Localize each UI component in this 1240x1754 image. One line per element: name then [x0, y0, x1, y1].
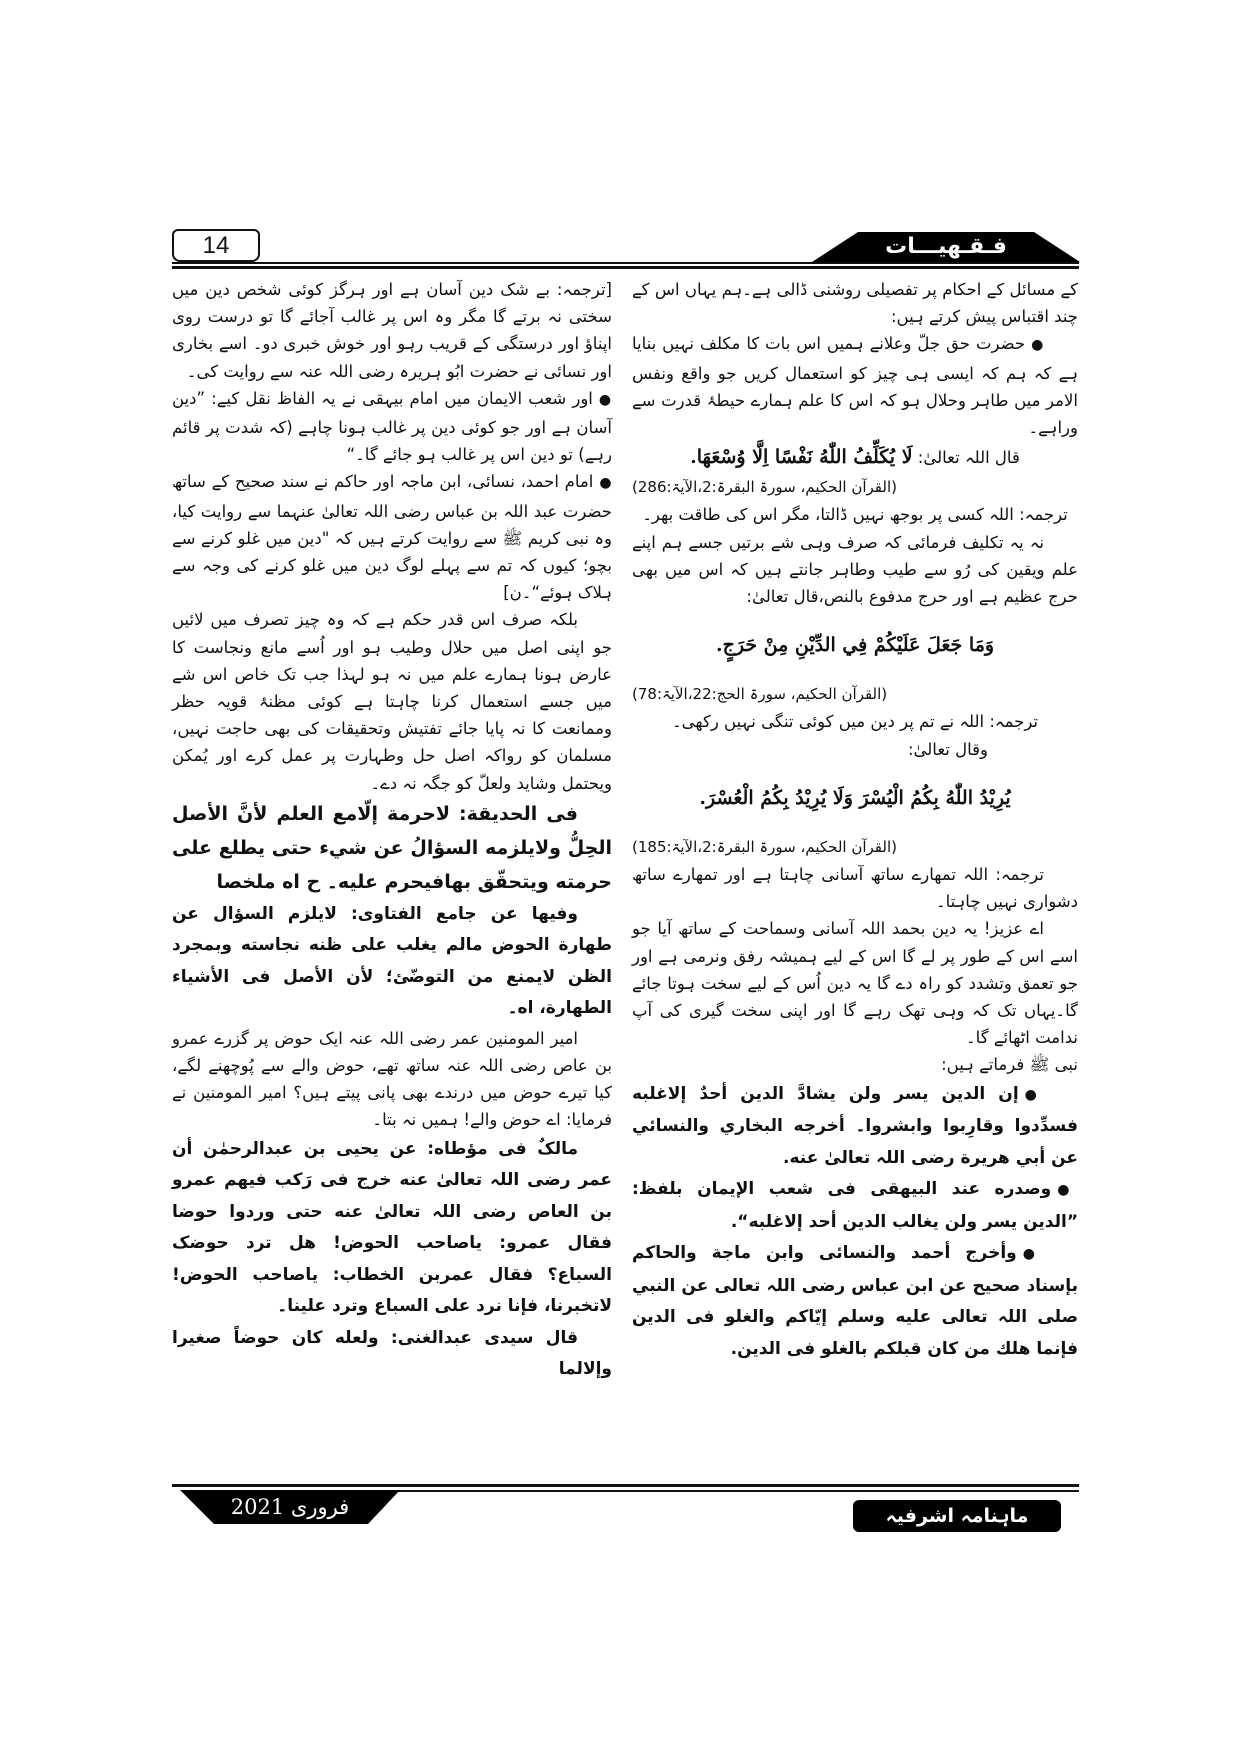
section-title: فـقـهيـــات [885, 234, 1007, 259]
paragraph-imam-ahmad: ● امام احمد، نسائی، ابن ماجہ اور حاکم نے سند صحیح کے ساتھ حضرت عبد اللہ بن عباس رضی اللہ تعالیٰ عنہما سے روایت کیا، وہ نبی کریم ﷺ سے روایت کرتے ہیں کہ "دین میں غلو کرنے سے بچو؛ کیوں کہ تم سے پہلے لوگ دین میں غلو کرنے کی وجہ سے ہلاک ہوئے“۔ن] [172, 468, 612, 606]
paragraph-amir-ul-muminin: امیر المومنین عمر رضی اللہ عنہ ایک حوض پر گزرے عمرو بن عاص رضی اللہ عنہ ساتھ تھے، حوض والے سے پُوچھنے لگے، کیا تیرے حوض میں درندے بھی پانی پیتے ہیں؟ امیر المومنین نے فرمایا: اے حوض والے! ہمیں نہ بتا۔ [172, 1028, 612, 1130]
arabic-jami-fatawa: وفيها عن جامع الفتاوى: لايلزم السؤال عن طهارة الحوض مالم يغلب على ظنه نجاسته وبمجرد الظن لايمنع من التوضّئ؛ لأن الأصل فى الأشياء الطهارة، اه۔ [172, 903, 612, 1019]
left-column [172, 276, 612, 1386]
quran-verse-3: يُرِيْدُ اللّٰهُ بِكُمُ الْيُسْرَ وَلَا يُرِيْدُ بِكُمُ الْعُسْرَ. [699, 786, 1011, 809]
verse-block-1 [632, 441, 1078, 474]
magazine-name: ماہنامہ اشرفیہ [885, 1505, 1029, 1527]
paragraph-aziz: اے عزیز! یہ دین بحمد اللہ آسانی وسماحت کے ساتھ آیا جو اسے اس کے طور پر لے گا اس کے لیے ہمیشہ رفق ونرمی ہے اور جو تعمق وتشدد کو راہ دے گا یہ دین اُس کے لیے سخت ہوتا جائے گا۔یہاں تک کہ وہی تھک رہے گا اور اپنی سخت گیری کی آپ ندامت اٹھائے گا۔ [632, 919, 1078, 1048]
translation-2: ترجمہ: اللہ نے تم پر دین میں کوئی تنگی نہیں رکھی۔ [671, 712, 1039, 732]
issue-date: فروری 2021 [230, 1495, 350, 1519]
footer-divider-thin [290, 1490, 1079, 1492]
page-number: 14 [202, 232, 230, 259]
paragraph-balke: بلکہ صرف اس قدر حکم ہے کہ وہ چیز تصرف میں لائیں جو اپنی اصل میں حلال وطیب ہو اور اُسے مانع ونجاست کا عارض ہونا ہمارے علم میں نہ ہو لہذا جب تک خاص اس شے میں جسے استعمال کرنا چاہتا ہے کوئی مظنۂ قویہ حظر وممانعت کا نہ پایا جائے تفتیش وتحقیقات کی بھی حاجت نہیں، مسلمان کو رواکہ اصل حل وطہارت پر عمل کرے اور یُمکن ویحتمل وشاید ولعلّ کو جگہ نہ دے۔ [172, 610, 612, 793]
header-divider-thick [172, 266, 1079, 269]
page-number-box [172, 229, 260, 262]
hadith-3: ● وأخرج أحمد والنسائى وابن ماجة والحاكم بإسناد صحيح عن ابن عباس رضى اللہ تعالى عن النبي صلى اللہ تعالى عليه وسلم إيّاكم والغلو فى الدين فإنما هلك من كان قبلكم بالغلو فى الدين. [632, 1238, 1078, 1365]
quran-reference-2: (القرآن الحکیم، سورۃ الحج:22،الآیۃ:78) [632, 685, 888, 704]
paragraph-hazrat-haq: ● حضرت حق جلّ وعلانے ہمیں اس بات کا مکلف نہیں بنایا ہے کہ ہم کہ ایسی ہی چیز کو استعمال کریں جو واقع ونفس الامر میں طاہر وحلال ہو کہ اس کا علم ہمارے حیطۂ قدرت سے وراہے۔ [632, 330, 1078, 441]
hadith-2: ● وصدره عند البيهقى فى شعب الإيمان بلفظ: ”الدين يسر ولن يغالب الدين أحد إلاغلبه“. [632, 1174, 1078, 1238]
verse-intro-3: وقال تعالیٰ: [907, 739, 988, 759]
header-divider-thin [172, 262, 1079, 264]
issue-date-banner [180, 1490, 400, 1524]
quran-verse-2: وَمَا جَعَلَ عَلَيْكُمْ فِي الدِّيْنِ مِنْ حَرَجٍ. [715, 634, 995, 657]
paragraph-shuab-iman: ● اور شعب الایمان میں امام بیہقی نے یہ الفاظ نقل کیے: ”دین آسان ہے اور جو کوئی دین پر غالب ہونا چاہے (کہ شدت پر قائم رہے) تو دین اس پر غالب ہو جائے گا۔“ [172, 385, 612, 469]
translation-1: ترجمہ: اللہ کسی پر بوجھ نہیں ڈالتا، مگر اس کی طاقت بھر۔ [642, 505, 1068, 525]
section-banner [812, 232, 1080, 262]
quran-reference-3: (القرآن الحکیم، سورۃ البقرۃ:2،الآیۃ:185) [632, 837, 897, 856]
right-column [632, 276, 1078, 1365]
quran-reference-1: (القرآن الحکیم، سورۃ البقرۃ:2،الآیۃ:286) [632, 478, 897, 497]
translation-3: ترجمہ: اللہ تمھارے ساتھ آسانی چاہتا ہے اور تمھارے ساتھ دشواری نہیں چاہتا۔ [632, 865, 1078, 912]
paragraph-translation-hadith: [ترجمہ: بے شک دین آسان ہے اور ہرگز کوئی شخص دین میں سختی نہ برتے گا مگر وہ اس پر غالب آجائے گا تو درست روی اپناؤ اور درستگی کے قریب رہو اور خوش خبری دو۔ اسے بخاری اور نسائی نے حضرت ابُو ہریرہ رضی اللہ عنہ سے روایت کی۔ [172, 280, 612, 381]
arabic-hadiqa: فى الحديقة: لاحرمة إلّامع العلم لأنَّ الأصل الحِلُّ ولايلزمه السؤالُ عن شيء حتى يطلع على حرمته ويتحقّق بهافيحرم عليه۔ ح اه ملخصا [172, 802, 612, 893]
paragraph-nabi-farmate: نبی ﷺ فرماتے ہیں: [941, 1055, 1078, 1075]
arabic-muwatta: مالکٌ فى مؤطاه: عن يحيى بن عبدالرحمٰن أن عمر رضى اللہ تعالىٰ عنه خرج فى رَكب فيهم عمرو بن العاص رضى اللہ تعالىٰ عنه حتى وردوا حوضا فقال عمرو: ياصاحب الحوض! هل ترد حوضک السباع؟ فقال عمربن الخطاب: ياصاحب الحوض! لاتخبرنا، فإنا نرد على السباع وترد علينا۔ [172, 1138, 612, 1317]
magazine-name-badge [853, 1500, 1061, 1532]
verse-intro-1: قال اللہ تعالیٰ: [917, 448, 1020, 468]
arabic-abdul-ghani: قال سيدى عبدالغنى: ولعله كان حوضاً صغيرا وإلالما [172, 1327, 612, 1380]
paragraph-intro: کے مسائل کے احکام پر تفصیلی روشنی ڈالی ہے۔ہم یہاں اس کے چند اقتباس پیش کرتے ہیں: [632, 280, 1078, 327]
paragraph-taklif: نہ یہ تکلیف فرمائی کہ صرف وہی شے برتیں جسے ہم اپنے علم ویقین کی رُو سے طیب وطاہر جانتے ہیں کہ اس میں بھی حرج عظیم ہے اور حرج مدفوع بالنص،قال تعالیٰ: [632, 532, 1078, 607]
quran-verse-1: لَا يُكَلِّفُ اللّٰهُ نَفْسًا اِلَّا وُسْعَهَا. [690, 446, 913, 469]
hadith-1: ● إن الدين يسر ولن يشادَّ الدين أحدٌ إلاغلبه فسدِّدوا وقارِبوا وابشروا۔ أخرجه البخاري والنسائي عن أبي هريرة رضی اللہ تعالیٰ عنه. [632, 1079, 1078, 1175]
footer-divider-thick [172, 1484, 1079, 1487]
